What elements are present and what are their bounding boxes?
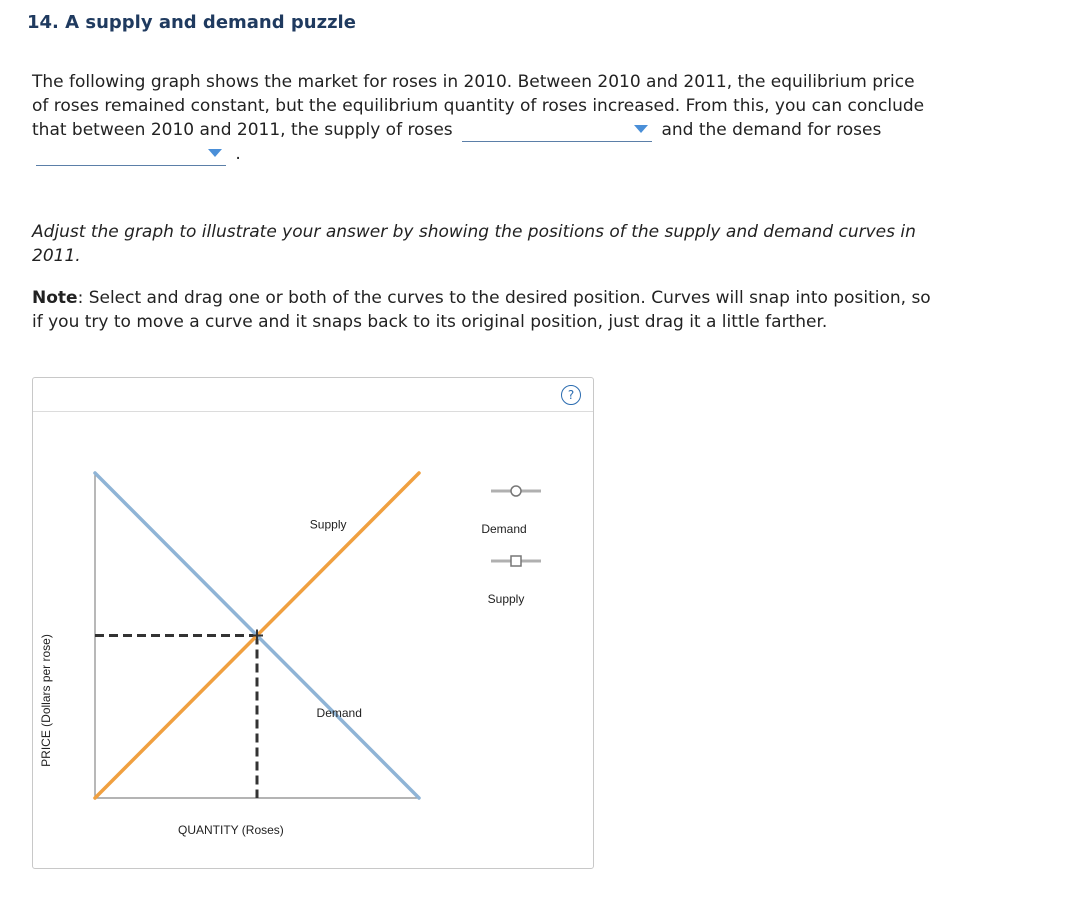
legend-demand-tool[interactable]	[481, 486, 541, 536]
chevron-down-icon	[208, 149, 222, 157]
question-text-a: The following graph shows the market for roses in 2010. Between 2010 and 2011, the equilibrium price of roses remained constant, but the equilibrium quantity of roses increased. From this, you can conclude that between 2010 and 2011, the supply of roses	[32, 72, 925, 140]
help-icon[interactable]: ?	[561, 385, 581, 405]
demand-curve-label: Demand	[316, 705, 362, 720]
graph-panel	[32, 377, 594, 869]
legend-supply-label: Supply	[487, 592, 525, 606]
legend-demand-label: Demand	[481, 522, 527, 536]
instruction-paragraph: Adjust the graph to illustrate your answer by showing the positions of the supply and demand curves in 2011.	[32, 222, 916, 266]
note-text: : Select and drag one or both of the curves to the desired position. Curves will snap into position, so if you try to move a curve and it snaps back to its original position, just drag it a little farther.	[32, 288, 931, 332]
question-title: 14. A supply and demand puzzle	[27, 12, 356, 33]
question-text-c: .	[235, 144, 241, 164]
x-axis-label: QUANTITY (Roses)	[178, 823, 284, 837]
legend-supply-tool[interactable]	[488, 556, 541, 606]
supply-demand-chart	[33, 378, 593, 868]
question-paragraph	[32, 70, 932, 166]
note-label: Note	[32, 288, 78, 308]
question-text-b: and the demand for roses	[661, 120, 882, 140]
supply-change-dropdown[interactable]	[462, 119, 652, 142]
supply-curve-label: Supply	[309, 517, 347, 532]
chevron-down-icon	[634, 125, 648, 133]
note-paragraph	[32, 286, 932, 334]
demand-change-dropdown[interactable]	[36, 143, 226, 166]
y-axis-label: PRICE (Dollars per rose)	[39, 634, 53, 767]
